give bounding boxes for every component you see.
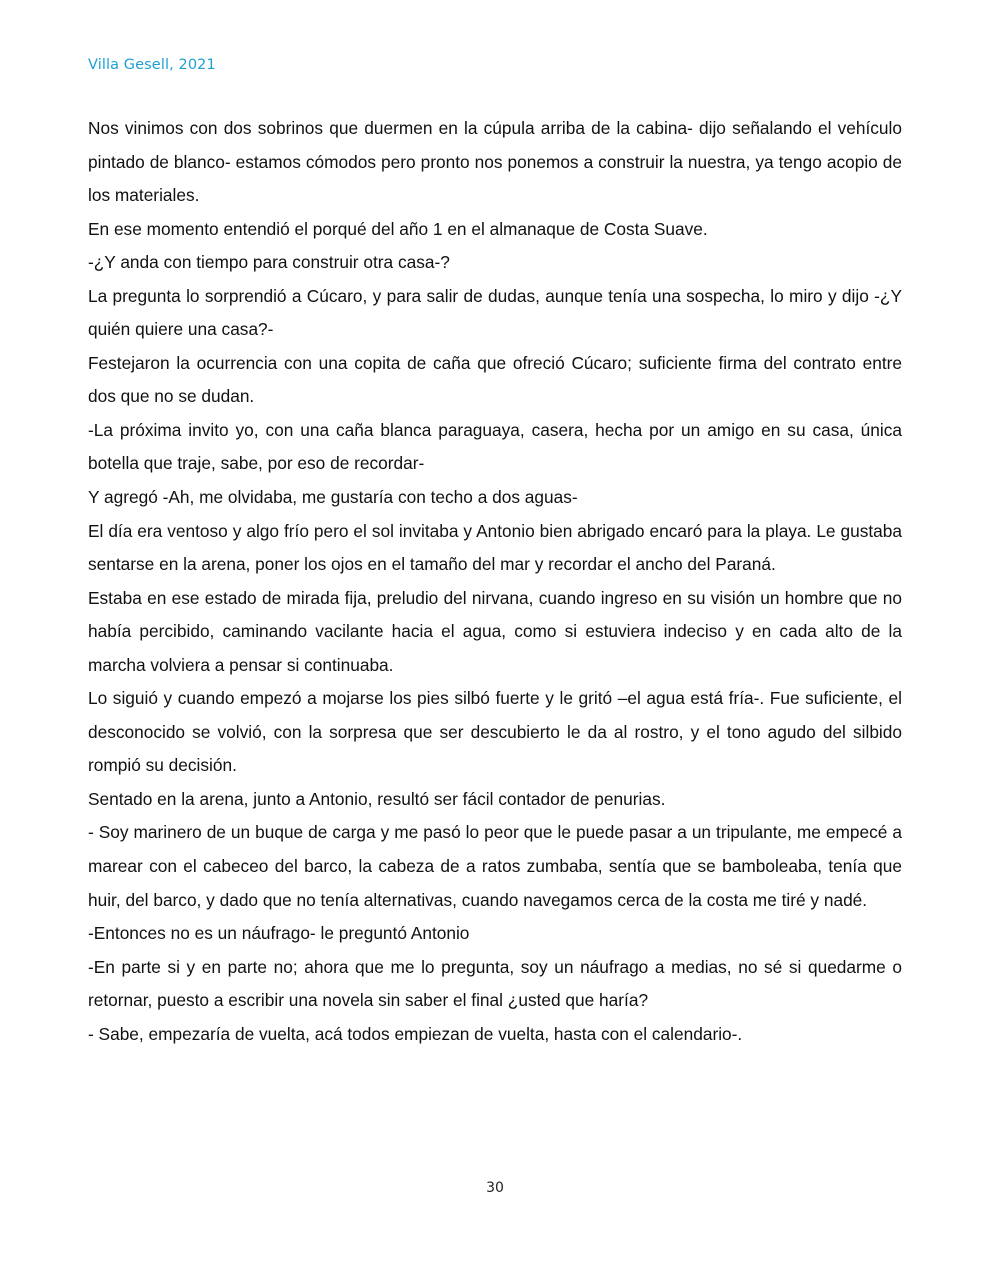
- paragraph: El día era ventoso y algo frío pero el sol invitaba y Antonio bien abrigado encaró para la playa. Le gustaba sentarse en la arena, poner los ojos en el tamaño del mar y recordar el ancho del Paraná.: [88, 520, 902, 575]
- paragraph: Estaba en ese estado de mirada fija, preludio del nirvana, cuando ingreso en su visión un hombre que no había percibido, caminando vacilante hacia el agua, como si estuviera indeciso y en cada alto de la marcha volviera a pensar si continuaba.: [88, 587, 902, 675]
- paragraph: Lo siguió y cuando empezó a mojarse los pies silbó fuerte y le gritó –el agua está fría-. Fue suficiente, el desconocido se volvió, con la sorpresa que ser descubierto le da al rostro, y el tono agudo del silbido rompió su decisión.: [88, 688, 902, 776]
- paragraph: Festejaron la ocurrencia con una copita de caña que ofreció Cúcaro; suficiente firma del contrato entre dos que no se dudan.: [88, 352, 902, 407]
- paragraph: La pregunta lo sorprendió a Cúcaro, y para salir de dudas, aunque tenía una sospecha, lo miro y dijo -¿Y quién quiere una casa?-: [88, 285, 902, 340]
- paragraph: Y agregó -Ah, me olvidaba, me gustaría con techo a dos aguas-: [88, 487, 578, 508]
- paragraph: -En parte si y en parte no; ahora que me lo pregunta, soy un náufrago a medias, no sé si quedarme o retornar, puesto a escribir una novela sin saber el final ¿usted que haría?: [88, 956, 902, 1011]
- paragraph: - Sabe, empezaría de vuelta, acá todos empiezan de vuelta, hasta con el calendario-.: [88, 1023, 743, 1044]
- document-body: [88, 112, 902, 1051]
- paragraph: - Soy marinero de un buque de carga y me pasó lo peor que le puede pasar a un tripulante, me empecé a marear con el cabeceo del barco, la cabeza de a ratos zumbaba, sentía que se bamboleaba, tenía que huir, del barco, y dado que no tenía alternativas, cuando navegamos cerca de la costa me tiré y nadé.: [88, 822, 902, 910]
- running-header: Villa Gesell, 2021: [88, 57, 216, 73]
- paragraph: -¿Y anda con tiempo para construir otra casa-?: [88, 252, 450, 273]
- page-number: 30: [486, 1180, 504, 1196]
- paragraph: Sentado en la arena, junto a Antonio, resultó ser fácil contador de penurias.: [88, 788, 666, 809]
- paragraph: Nos vinimos con dos sobrinos que duermen en la cúpula arriba de la cabina- dijo señalando el vehículo pintado de blanco- estamos cómodos pero pronto nos ponemos a construir la nuestra, ya tengo acopio de los materiales.: [88, 118, 902, 206]
- paragraph: En ese momento entendió el porqué del año 1 en el almanaque de Costa Suave.: [88, 218, 708, 239]
- paragraph: -La próxima invito yo, con una caña blanca paraguaya, casera, hecha por un amigo en su casa, única botella que traje, sabe, por eso de recordar-: [88, 419, 902, 474]
- paragraph: -Entonces no es un náufrago- le preguntó Antonio: [88, 923, 470, 944]
